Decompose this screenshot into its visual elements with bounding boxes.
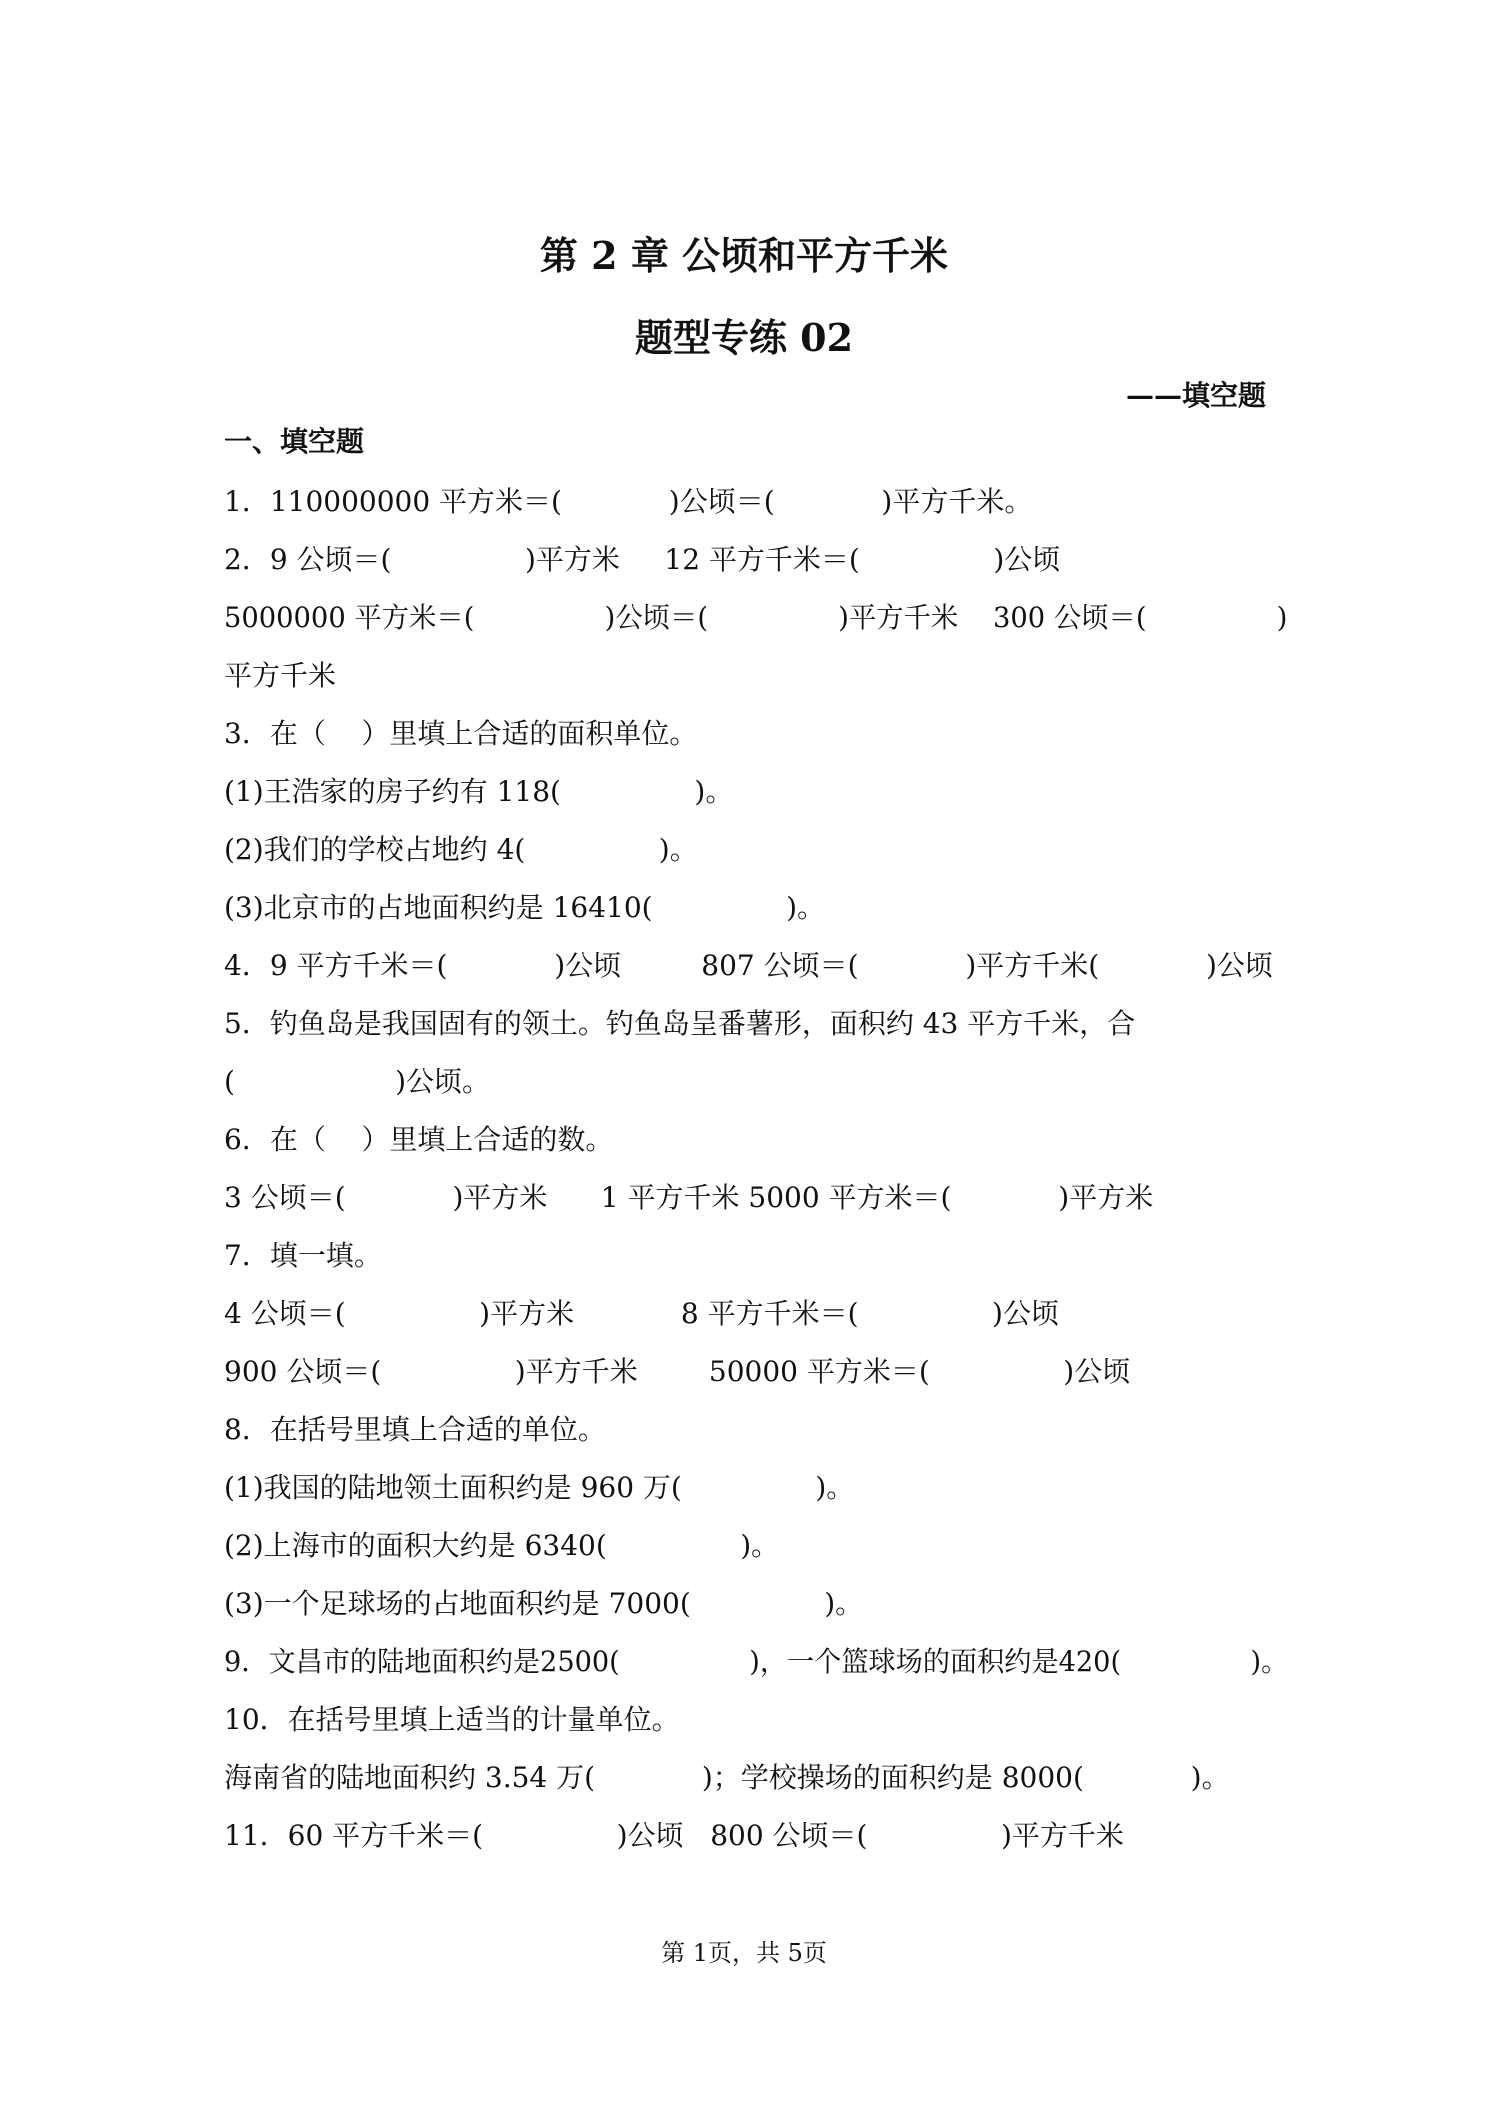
worksheet-subtitle: 题型专练 02: [634, 315, 854, 360]
question-line: 5．钓鱼岛是我国固有的领土。钓鱼岛呈番薯形，面积约 43 平方千米，合: [224, 1007, 1136, 1040]
question-line: (3)北京市的占地面积约是 16410( )。: [224, 891, 825, 924]
question-line: 6．在（ ）里填上合适的数。: [224, 1123, 614, 1156]
page-footer: 第 1页，共 5页: [661, 1939, 827, 1967]
question-line: 11．60 平方千米＝( )公顷 800 公顷＝( )平方千米: [224, 1819, 1124, 1852]
question-line: 7．填一填。: [224, 1239, 382, 1272]
question-type-tag: ——填空题: [1125, 379, 1266, 412]
question-line: 1．110000000 平方米＝( )公顷＝( )平方千米。: [224, 485, 1033, 518]
question-line: (1)我国的陆地领土面积约是 960 万( )。: [224, 1471, 855, 1504]
question-line: 4．9 平方千米＝( )公顷 807 公顷＝( )平方千米( )公顷: [224, 949, 1273, 982]
question-line: 9．文昌市的陆地面积约是2500( )，一个篮球场的面积约是420( )。: [224, 1645, 1289, 1678]
question-line: 2．9 公顷＝( )平方米 12 平方千米＝( )公顷: [224, 543, 1061, 576]
section-heading: 一、填空题: [224, 425, 365, 458]
question-line: 8．在括号里填上合适的单位。: [224, 1413, 606, 1446]
question-line: 4 公顷＝( )平方米 8 平方千米＝( )公顷: [224, 1297, 1059, 1330]
question-line: (2)上海市的面积大约是 6340( )。: [224, 1529, 780, 1562]
question-line: 海南省的陆地面积约 3.54 万( )；学校操场的面积约是 8000( )。: [224, 1761, 1230, 1794]
question-line: (1)王浩家的房子约有 118( )。: [224, 775, 734, 808]
question-line: (2)我们的学校占地约 4( )。: [224, 833, 698, 866]
question-line: 5000000 平方米＝( )公顷＝( )平方千米 300 公顷＝( ): [224, 601, 1288, 634]
question-line: ( )公顷。: [224, 1065, 491, 1098]
question-line: 3．在（ ）里填上合适的面积单位。: [224, 717, 698, 750]
question-line: 10．在括号里填上适当的计量单位。: [224, 1703, 680, 1736]
chapter-title: 第 2 章 公顷和平方千米: [539, 233, 949, 278]
question-line: 3 公顷＝( )平方米 1 平方千米 5000 平方米＝( )平方米: [224, 1181, 1154, 1214]
question-line: 900 公顷＝( )平方千米 50000 平方米＝( )公顷: [224, 1355, 1131, 1388]
question-line: 平方千米: [224, 659, 337, 692]
question-line: (3)一个足球场的占地面积约是 7000( )。: [224, 1587, 864, 1620]
